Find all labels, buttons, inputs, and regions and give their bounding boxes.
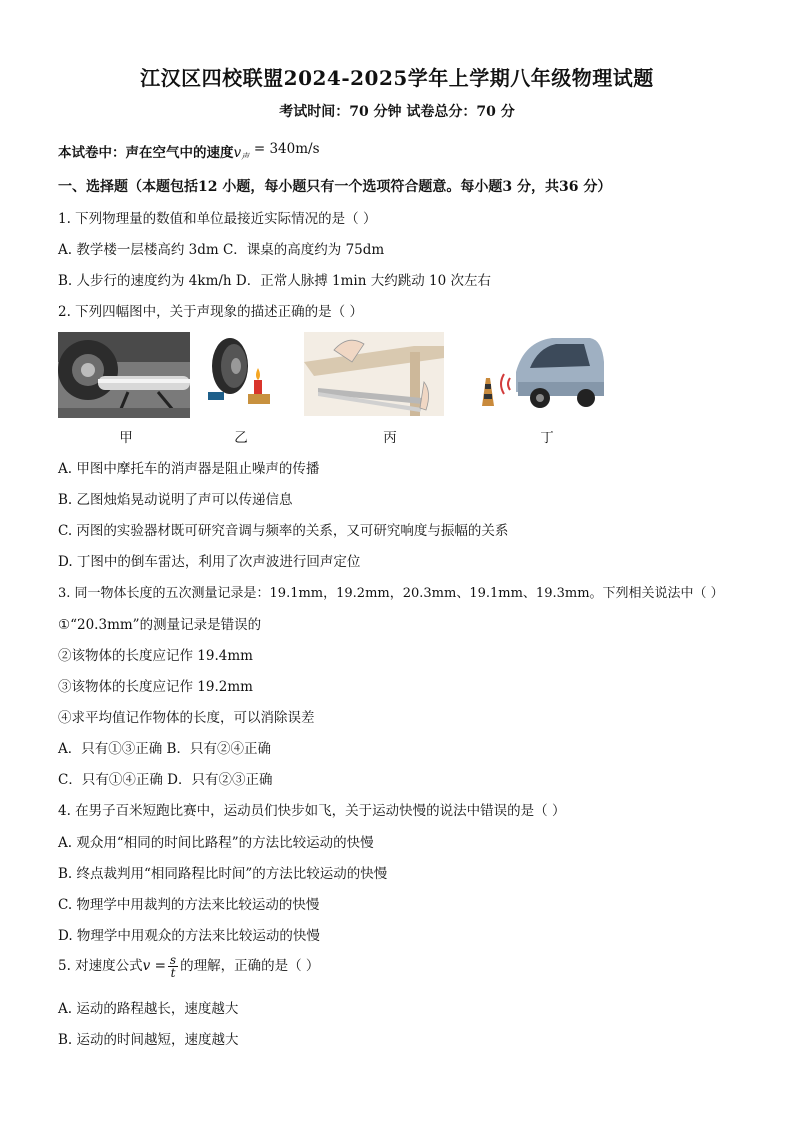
q3-statement-4: ④求平均值记作物体的长度，可以消除误差 [58,710,315,726]
q2-stem: 2. 下列四幅图中，关于声现象的描述正确的是（ ） [58,304,363,320]
speed-formula-fraction [168,954,178,979]
fig-label-bing: 丙 [383,430,397,446]
q5-stem [58,954,319,979]
fig-label-yi: 乙 [234,430,248,446]
q5-option-b: B. 运动的时间越短，速度越大 [58,1032,239,1048]
q1-stem: 1. 下列物理量的数值和单位最接近实际情况的是（ ） [58,211,377,227]
speed-value: = 340m/s [253,141,320,157]
fig-label-jia: 甲 [119,430,133,446]
q1-options-bd: B. 人步行的速度约为 4km/h D．正常人脉搏 1min 大约跳动 10 次左右 [58,273,491,289]
q5-stem-suffix: 的理解，正确的是（ ） [180,958,320,974]
q4-stem: 4. 在男子百米短跑比赛中，运动员们快步如飞，关于运动快慢的说法中错误的是（ ） [58,803,566,819]
q5-stem-prefix: 5. 对速度公式 [58,958,143,974]
ruler-table-image [304,332,444,416]
q2-option-c: C. 丙图的实验器材既可研究音调与频率的关系，又可研究响度与振幅的关系 [58,523,509,539]
q3-statement-3: ③该物体的长度应记作 19.2mm [58,679,253,695]
motorcycle-muffler-image [58,332,190,418]
speed-var: $v_声$ [233,145,250,161]
q4-option-b: B. 终点裁判用“相同路程比时间”的方法比较运动的快慢 [58,866,388,882]
fig-label-ding: 丁 [540,430,554,446]
speaker-candle-image [204,332,280,408]
q3-statement-2: ②该物体的长度应记作 19.4mm [58,648,253,664]
q5-option-a: A. 运动的路程越长，速度越大 [58,1001,239,1017]
section-heading: 一、选择题（本题包括12 小题，每小题只有一个选项符合题意。每小题3 分，共36 分） [58,179,612,195]
q3-statement-1: ①“20.3mm”的测量记录是错误的 [58,617,262,633]
exam-subtitle: 考试时间：70 分钟 试卷总分：70 分 [279,104,515,120]
speed-note [58,141,320,162]
q3-options-cd: C．只有①④正确 D．只有②③正确 [58,772,273,788]
speed-formula-lhs: v = [142,958,166,974]
q2-option-d: D. 丁图中的倒车雷达，利用了次声波进行回声定位 [58,554,361,570]
q4-option-d: D. 物理学中用观众的方法来比较运动的快慢 [58,928,320,944]
formula-numerator: s [169,953,177,967]
speed-note-prefix: 本试卷中：声在空气中的速度 [58,145,234,161]
formula-denominator: t [170,966,176,980]
q4-option-a: A. 观众用“相同的时间比路程”的方法比较运动的快慢 [58,835,374,851]
q2-figures [58,332,618,446]
exam-title: 江汉区四校联盟2024-2025学年上学期八年级物理试题 [140,66,654,90]
q3-options-ab: A．只有①③正确 B．只有②④正确 [58,741,271,757]
q3-stem: 3. 同一物体长度的五次测量记录是：19.1mm，19.2mm，20.3mm、19.1mm、19.3mm。下列相关说法中（ ） [58,586,724,601]
car-radar-image [472,332,604,412]
q1-options-ac: A. 教学楼一层楼高约 3dm C．课桌的高度约为 75dm [58,242,385,258]
q2-option-a: A. 甲图中摩托车的消声器是阻止噪声的传播 [58,461,320,477]
q2-option-b: B. 乙图烛焰晃动说明了声可以传递信息 [58,492,293,508]
q4-option-c: C. 物理学中用裁判的方法来比较运动的快慢 [58,897,320,913]
